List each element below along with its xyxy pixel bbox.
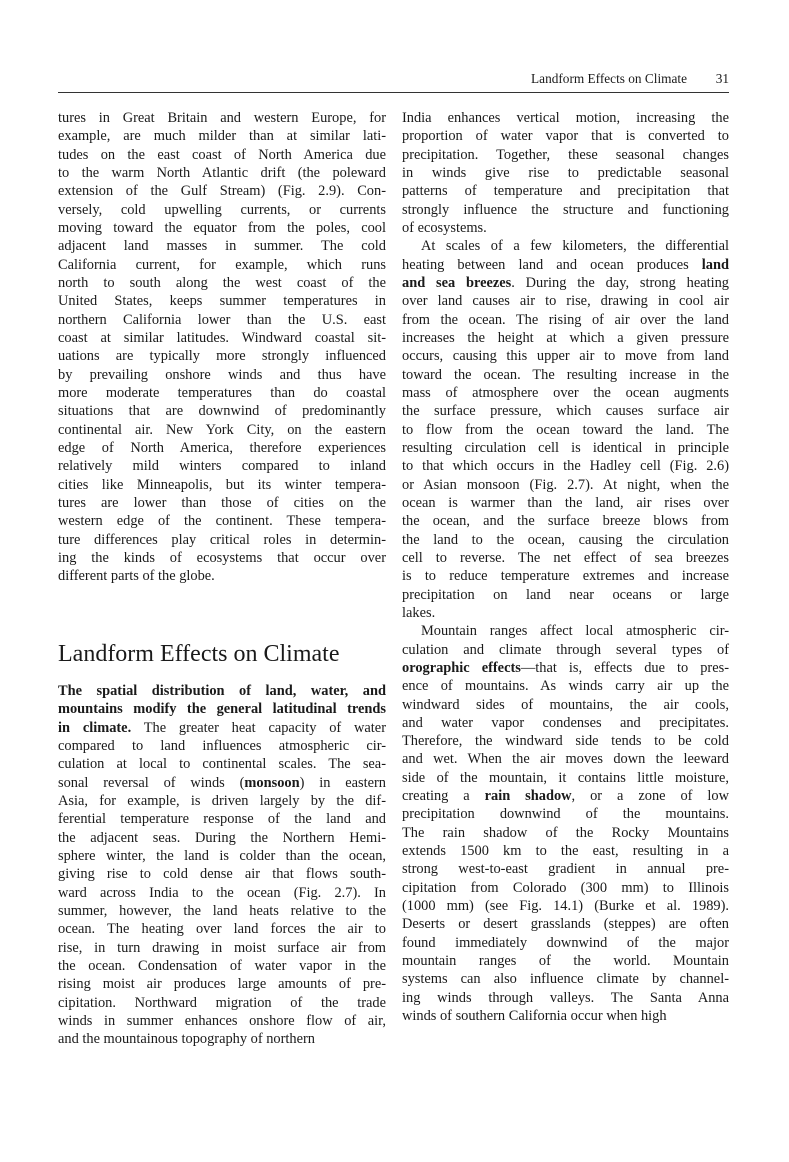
text-line <box>58 700 386 718</box>
text-line: ing the kinds of ecosystems that occur over <box>58 549 386 566</box>
text-line: rising moist air produces large amounts of pre- <box>58 976 386 993</box>
text-line: the surface pressure, which causes surface air <box>402 403 729 420</box>
left-column-lower <box>58 682 386 1049</box>
text-line: to flow from the ocean toward the land. The <box>402 421 729 438</box>
text-line: windward sides of mountains, the air cools, <box>402 696 729 713</box>
right-column <box>402 109 729 1025</box>
running-head <box>58 71 729 87</box>
text-line: tudes on the east coast of North America due <box>58 146 386 163</box>
text-line: occurs, causing this upper air to move from land <box>402 348 729 365</box>
text-line: sphere winter, the land is colder than the ocean, <box>58 847 386 864</box>
text-line: cipitation from Colorado (300 mm) to Illinois <box>402 879 729 896</box>
text-line: north to south along the west coast of the <box>58 274 386 291</box>
page-number: 31 <box>715 71 729 86</box>
text-line: ocean. The heating over land forces the air to <box>58 921 386 938</box>
text-line: and wet. When the air moves down the leeward <box>402 751 729 768</box>
text-line: northern California lower than the U.S. east <box>58 311 386 328</box>
text-line: (1000 mm) (see Fig. 14.1) (Burke et al. 1989). <box>402 898 729 915</box>
text-line: uations are typically more strongly influenced <box>58 348 386 365</box>
text-line: coast at similar latitudes. Windward coastal sit- <box>58 329 386 346</box>
left-column-upper <box>58 109 386 586</box>
text-line: in winds give rise to predictable seasonal <box>402 164 729 181</box>
text-line: found immediately downwind of the major <box>402 934 729 951</box>
text-line: continental air. New York City, on the eastern <box>58 421 386 438</box>
text-line: strong west-to-east gradient in annual pre- <box>402 861 729 878</box>
text-line: Mountain ranges affect local atmospheric cir- <box>421 623 729 640</box>
text-line: edge of North America, therefore experiences <box>58 439 386 456</box>
text-line: At scales of a few kilometers, the differential <box>421 238 729 255</box>
text-line: winds in summer enhances onshore flow of air, <box>58 1012 386 1029</box>
bold-term: rain shadow <box>484 788 572 805</box>
text-line: Deserts or desert grasslands (steppes) are often <box>402 916 729 933</box>
text-line: to the warm North Atlantic drift (the poleward <box>58 164 386 181</box>
text-line: creating a rain shadow, or a zone of low <box>402 788 729 805</box>
text-line <box>58 682 386 700</box>
text-line: resulting circulation cell is identical in principle <box>402 439 729 456</box>
text-line: of ecosystems. <box>402 219 487 236</box>
text-line: winds of southern California occur when high <box>402 1008 667 1025</box>
text-line: cell to reverse. The net effect of sea breezes <box>402 549 729 566</box>
text-line: patterns of temperature and precipitation that <box>402 183 729 200</box>
text-line: the land to the ocean, causing the circulation <box>402 531 729 548</box>
text-line: tures are lower than those of cities on the <box>58 494 386 511</box>
bold-term: monsoon <box>244 774 300 791</box>
text-line: proportion of water vapor that is converted to <box>402 128 729 145</box>
text-line: toward the ocean. The resulting increase in the <box>402 366 729 383</box>
header-rule <box>58 92 729 93</box>
text-line: western edge of the continent. These tempera- <box>58 513 386 530</box>
text-line: sonal reversal of winds (monsoon) in eastern <box>58 774 386 791</box>
text-line: precipitation downwind of the mountains. <box>402 806 729 823</box>
text-line: increases the height at which a given pressure <box>402 329 729 346</box>
text-line: extends 1500 km to the east, resulting in a <box>402 843 729 860</box>
text-line: ward across India to the ocean (Fig. 2.7). In <box>58 884 386 901</box>
text-line: California current, for example, which runs <box>58 256 386 273</box>
text-line: ing winds through valleys. The Santa Anna <box>402 989 729 1006</box>
text-line: situations that are downwind of predominantly <box>58 403 386 420</box>
bold-term: in climate. <box>58 719 132 736</box>
text-line: by prevailing onshore winds and thus have <box>58 366 386 383</box>
text-line: United States, keeps summer temperatures in <box>58 293 386 310</box>
text-line: precipitation on land near oceans or large <box>402 586 729 603</box>
text-line: adjacent land masses in summer. The cold <box>58 238 386 255</box>
text-line: lakes. <box>402 604 436 621</box>
text-line: the ocean, and the surface breeze blows from <box>402 513 729 530</box>
text-line: ence of mountains. As winds carry air up the <box>402 678 729 695</box>
text-line: giving rise to cold dense air that flows south- <box>58 866 386 883</box>
text-line: and water vapor condenses and precipitates. <box>402 714 729 731</box>
text-line: The rain shadow of the Rocky Mountains <box>402 824 729 841</box>
text-line: different parts of the globe. <box>58 568 215 585</box>
text-line: to that which occurs in the Hadley cell (Fig. 2.6) <box>402 458 729 475</box>
text-line: compared to land influences atmospheric cir- <box>58 737 386 754</box>
text-line: the ocean. Condensation of water vapor in the <box>58 957 386 974</box>
text-line: relatively mild winters compared to inland <box>58 458 386 475</box>
text-line: ferential temperature response of the land and <box>58 811 386 828</box>
text-line: ocean is warmer than the land, air rises over <box>402 494 729 511</box>
text-line: culation at local to continental scales. The sea- <box>58 756 386 773</box>
text-line: example, are much milder than at similar lati- <box>58 128 386 145</box>
text-line: orographic effects—that is, effects due to pres- <box>402 659 729 676</box>
text-line: culation and climate through several types of <box>402 641 729 658</box>
text-line: the adjacent seas. During the Northern Hemi- <box>58 829 386 846</box>
text-line: Asia, for example, is driven largely by the dif- <box>58 792 386 809</box>
section-heading: Landform Effects on Climate <box>58 641 340 667</box>
text-line: heating between land and ocean produces land <box>402 256 729 273</box>
text-line: in climate. The greater heat capacity of water <box>58 719 386 736</box>
bold-term: and sea breezes <box>402 274 512 291</box>
text-line: strongly influence the structure and functioning <box>402 201 729 218</box>
text-line: India enhances vertical motion, increasing the <box>402 110 729 126</box>
text-line: and the mountainous topography of northern <box>58 1031 315 1048</box>
text-line: summer, however, the land heats relative to the <box>58 902 386 919</box>
bold-term: The spatial distribution of land, water, and <box>58 683 386 699</box>
text-line: mountain ranges of the world. Mountain <box>402 953 729 970</box>
text-line: rise, in turn drawing in moist surface air from <box>58 939 386 956</box>
bold-term: orographic effects <box>402 659 521 676</box>
text-line: tures in Great Britain and western Europe, for <box>58 110 386 126</box>
text-line: versely, cold upwelling currents, or currents <box>58 201 386 218</box>
bold-term: mountains modify the general latitudinal trends <box>58 701 386 718</box>
bold-term: land <box>701 256 729 273</box>
text-line: side of the mountain, it contains little moisture, <box>402 769 729 786</box>
text-line: is to reduce temperature extremes and increase <box>402 568 729 585</box>
text-line: Therefore, the windward side tends to be cold <box>402 733 729 750</box>
text-line: over land causes air to rise, drawing in cool air <box>402 293 729 310</box>
text-line: cipitation. Northward migration of the trade <box>58 994 386 1011</box>
text-line: from the ocean. The rising of air over the land <box>402 311 729 328</box>
text-line: more moderate temperatures than do coastal <box>58 384 386 401</box>
text-line: ture differences play critical roles in determin- <box>58 531 386 548</box>
text-line: cities like Minneapolis, but its winter tempera- <box>58 476 386 493</box>
text-line: and sea breezes. During the day, strong heating <box>402 274 729 291</box>
text-line: moving toward the equator from the poles, cool <box>58 219 386 236</box>
text-line: precipitation. Together, these seasonal changes <box>402 146 729 163</box>
text-line: systems can also influence climate by channel- <box>402 971 729 988</box>
text-line: extension of the Gulf Stream) (Fig. 2.9). Con- <box>58 183 386 200</box>
text-line: or Asian monsoon (Fig. 2.7). At night, when the <box>402 476 729 493</box>
text-line: mass of atmosphere over the ocean augments <box>402 384 729 401</box>
running-head-title: Landform Effects on Climate <box>531 71 687 86</box>
